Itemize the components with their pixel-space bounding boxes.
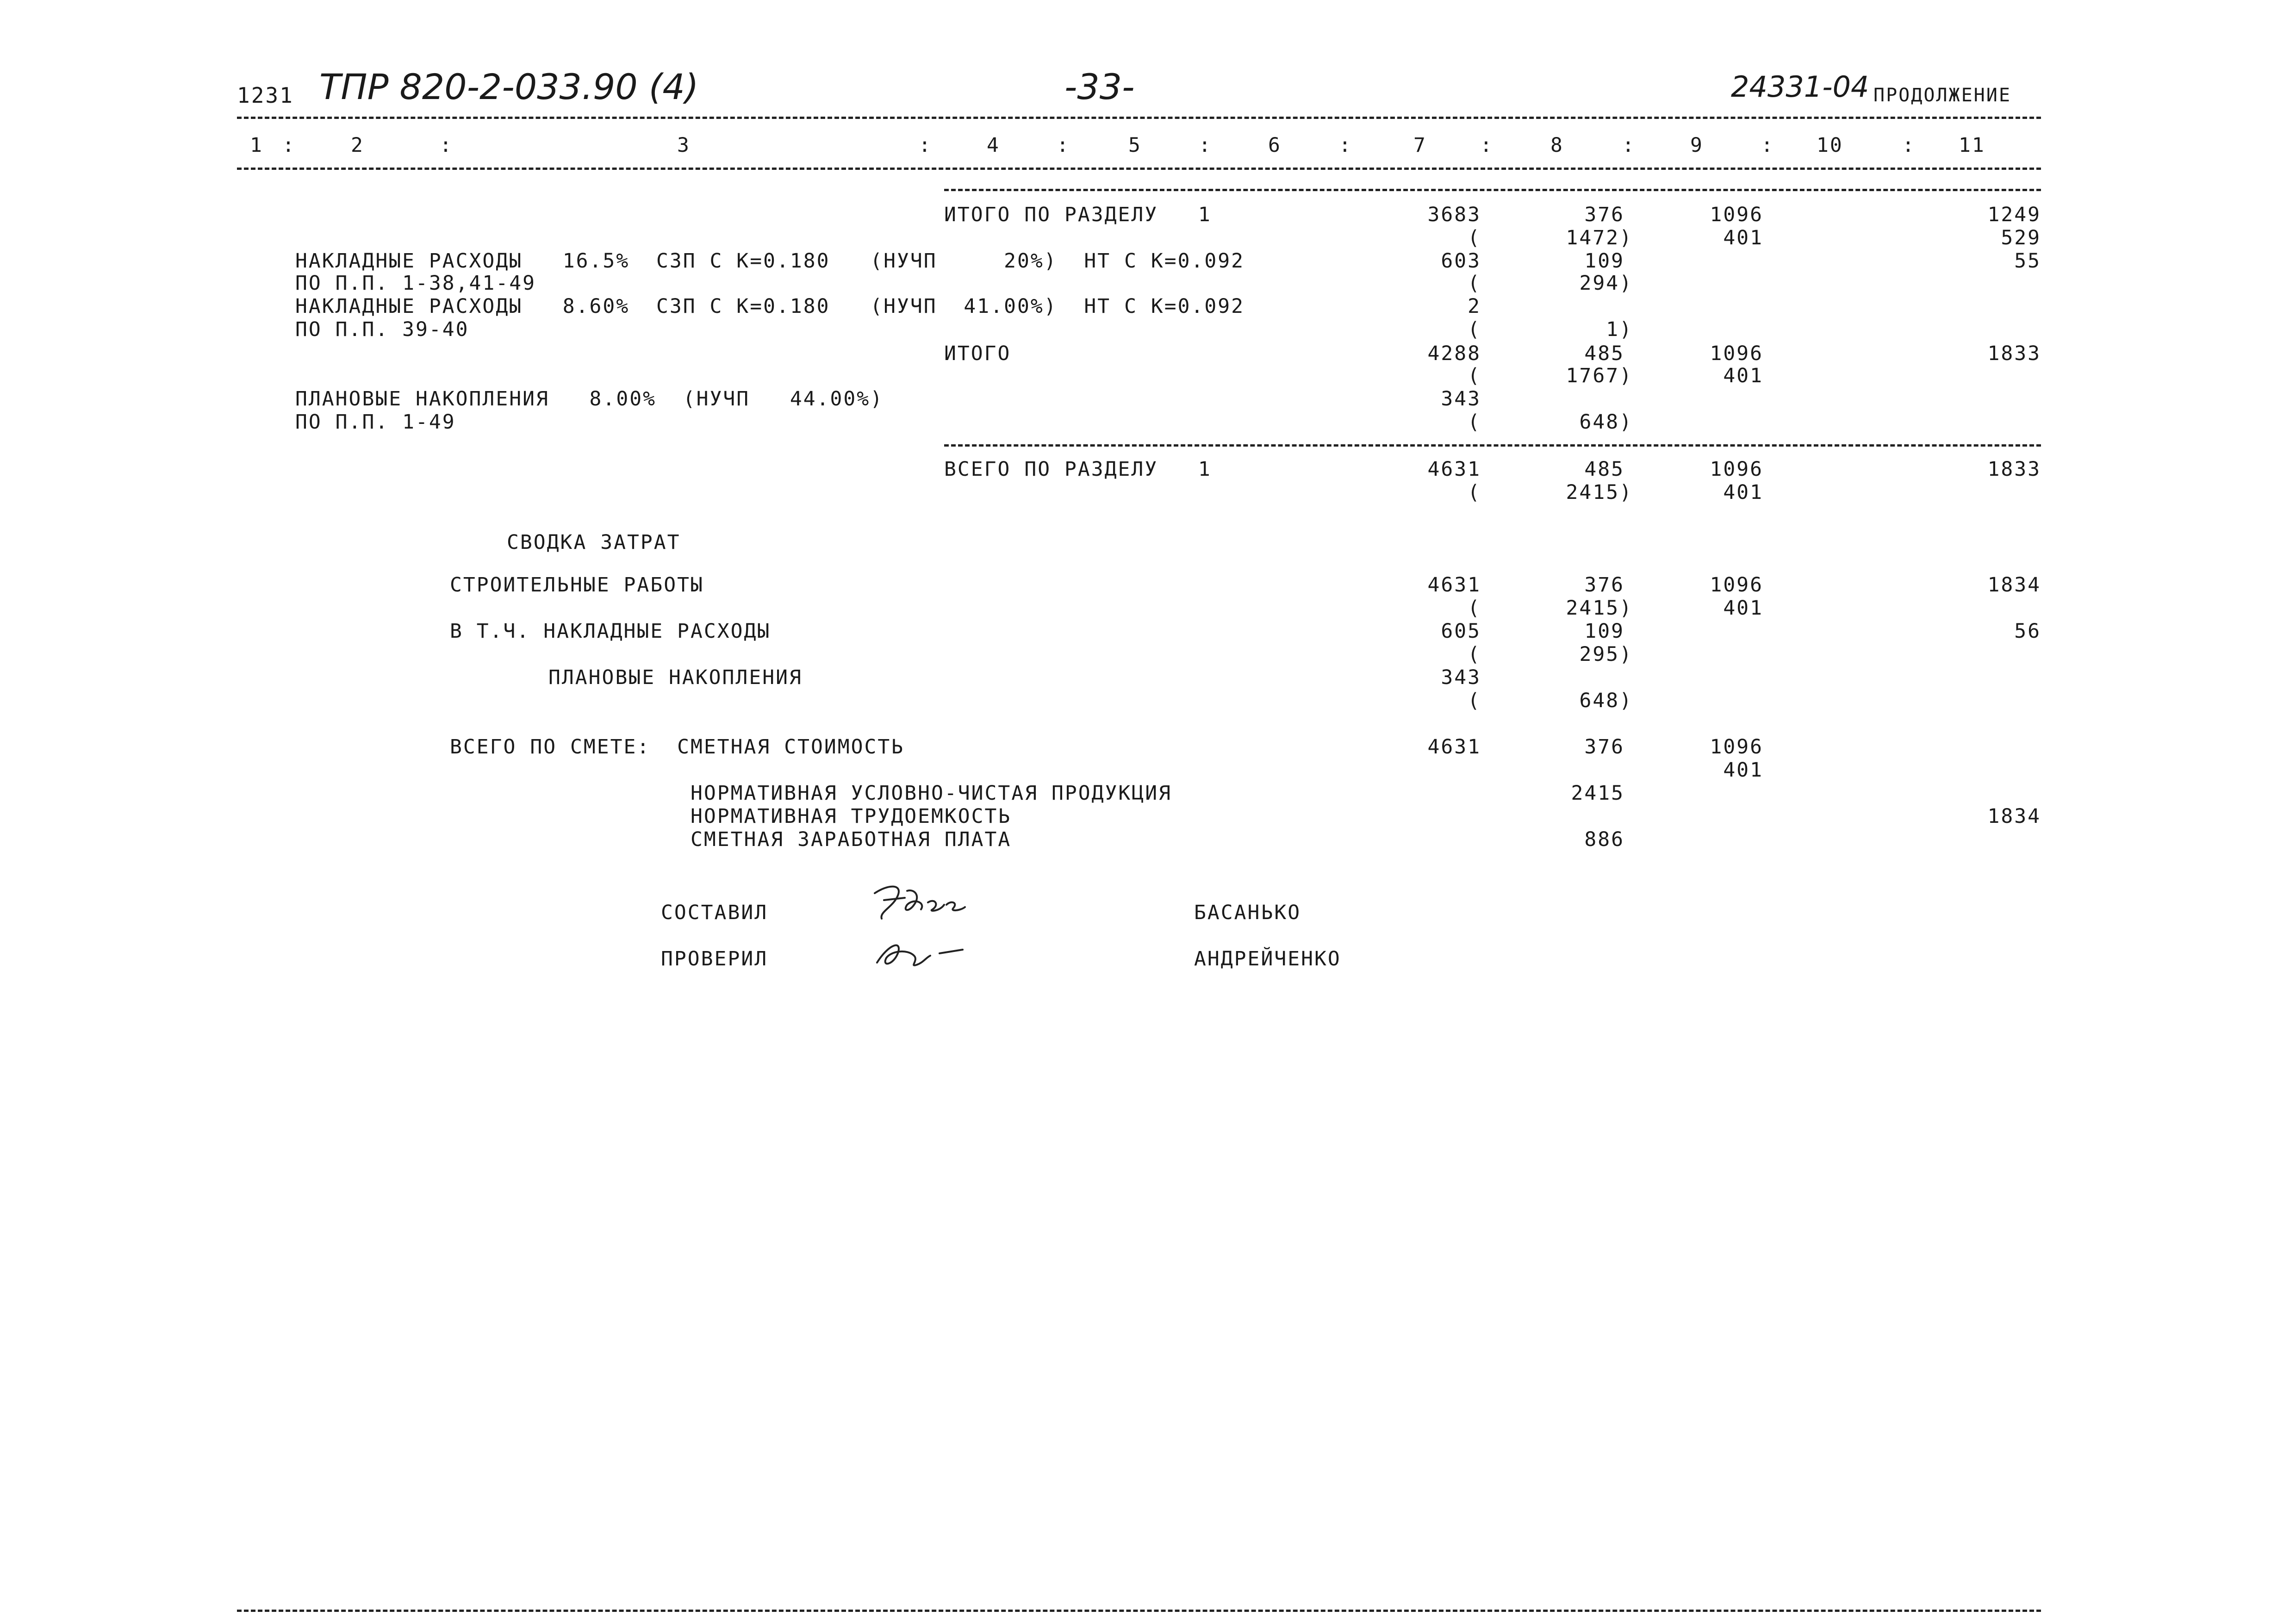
col7-value: 343	[1441, 387, 1481, 410]
section-rule	[944, 189, 2041, 191]
col7-value: 605	[1441, 620, 1481, 643]
column-number: 10	[1817, 134, 1843, 157]
col7-value: (	[1468, 689, 1481, 712]
col11-value: 1834	[1987, 573, 2041, 597]
row-label: ПЛАНОВЫЕ НАКОПЛЕНИЯ	[548, 666, 803, 689]
row-label: ВСЕГО ПО СМЕТЕ: СМЕТНАЯ СТОИМОСТЬ	[450, 735, 905, 759]
column-number: 5	[1128, 134, 1142, 157]
project-number: 24331-04	[1731, 70, 1869, 104]
section-rule	[944, 444, 2041, 447]
header-rule-bottom	[237, 168, 2041, 170]
col8-value: 886	[1584, 828, 1624, 851]
col8-value: 376	[1584, 203, 1624, 226]
col7-value: 4288	[1427, 342, 1481, 365]
column-number: 1	[250, 134, 263, 157]
col7-value: 2	[1468, 295, 1481, 318]
signature-icon	[870, 879, 990, 930]
col8-value: 2415)	[1566, 597, 1633, 620]
row-label: ИТОГО ПО РАЗДЕЛУ 1	[944, 203, 1212, 226]
col9-value: 401	[1723, 481, 1763, 504]
col8-value: 2415	[1571, 782, 1624, 805]
col7-value: (	[1468, 318, 1481, 341]
col7-value: (	[1468, 272, 1481, 295]
row-label: НОРМАТИВНАЯ УСЛОВНО-ЧИСТАЯ ПРОДУКЦИЯ	[691, 782, 1172, 805]
col8-value: 376	[1584, 735, 1624, 759]
col8-value: 109	[1584, 620, 1624, 643]
header-rule-top	[237, 117, 2041, 119]
col9-value: 401	[1723, 759, 1763, 782]
col7-value: (	[1468, 481, 1481, 504]
sheet-number: 1231	[237, 83, 294, 108]
col9-value: 1096	[1710, 203, 1763, 226]
checked-label: ПРОВЕРИЛ	[661, 947, 768, 970]
footer-rule	[237, 1610, 2041, 1612]
compiled-label: СОСТАВИЛ	[661, 901, 768, 924]
col8-value: 294)	[1579, 272, 1633, 295]
document-code: ТПР 820-2-033.90 (4)	[319, 66, 699, 107]
col9-value: 1096	[1710, 458, 1763, 481]
col8-value: 1)	[1606, 318, 1633, 341]
signature-icon	[870, 930, 990, 976]
col9-value: 1096	[1710, 573, 1763, 597]
column-number: 8	[1550, 134, 1564, 157]
col9-value: 401	[1723, 364, 1763, 387]
col7-value: 4631	[1427, 735, 1481, 759]
row-label: ПЛАНОВЫЕ НАКОПЛЕНИЯ 8.00% (НУЧП 44.00%)	[295, 387, 884, 410]
page-number: -33-	[1064, 66, 1135, 107]
col11-value: 1833	[1987, 342, 2041, 365]
summary-title: СВОДКА ЗАТРАТ	[507, 531, 681, 554]
col9-value: 401	[1723, 597, 1763, 620]
col8-value: 376	[1584, 573, 1624, 597]
col9-value: 401	[1723, 226, 1763, 249]
col8-value: 295)	[1579, 643, 1633, 666]
checked-name: АНДРЕЙЧЕНКО	[1194, 947, 1341, 970]
col8-value: 648)	[1579, 689, 1633, 712]
col7-value: 343	[1441, 666, 1481, 689]
col7-value: (	[1468, 226, 1481, 249]
column-number: 9	[1690, 134, 1704, 157]
col8-value: 485	[1584, 458, 1624, 481]
row-label: НАКЛАДНЫЕ РАСХОДЫ 8.60% СЗП С К=0.180 (НУЧП 41.00%) НТ С К=0.092	[295, 295, 1245, 318]
column-number: 3	[677, 134, 691, 157]
col11-value: 1834	[1987, 805, 2041, 828]
col11-value: 529	[2001, 226, 2041, 249]
col7-value: 3683	[1427, 203, 1481, 226]
column-number: 6	[1268, 134, 1282, 157]
col11-value: 1249	[1987, 203, 2041, 226]
continuation-label: ПРОДОЛЖЕНИЕ	[1873, 85, 2011, 106]
row-label: В Т.Ч. НАКЛАДНЫЕ РАСХОДЫ	[450, 620, 771, 643]
row-label: СМЕТНАЯ ЗАРАБОТНАЯ ПЛАТА	[691, 828, 1012, 851]
col7-value: (	[1468, 364, 1481, 387]
row-sublabel: ПО П.П. 1-49	[295, 410, 456, 434]
col9-value: 1096	[1710, 342, 1763, 365]
col8-value: 1472)	[1566, 226, 1633, 249]
col7-value: (	[1468, 597, 1481, 620]
col8-value: 109	[1584, 249, 1624, 273]
col7-value: (	[1468, 643, 1481, 666]
column-number: 2	[351, 134, 364, 157]
row-sublabel: ПО П.П. 1-38,41-49	[295, 272, 536, 295]
column-number: 4	[987, 134, 1000, 157]
column-number: 11	[1959, 134, 1985, 157]
col11-value: 55	[2014, 249, 2041, 273]
col7-value: 603	[1441, 249, 1481, 273]
col11-value: 1833	[1987, 458, 2041, 481]
row-label: НАКЛАДНЫЕ РАСХОДЫ 16.5% СЗП С К=0.180 (НУЧП 20%) НТ С К=0.092	[295, 249, 1245, 273]
compiled-name: БАСАНЬКО	[1194, 901, 1301, 924]
row-label: ВСЕГО ПО РАЗДЕЛУ 1	[944, 458, 1212, 481]
col7-value: (	[1468, 410, 1481, 434]
col8-value: 648)	[1579, 410, 1633, 434]
column-number: 7	[1413, 134, 1427, 157]
row-label: ИТОГО	[944, 342, 1011, 365]
col8-value: 2415)	[1566, 481, 1633, 504]
col9-value: 1096	[1710, 735, 1763, 759]
row-sublabel: ПО П.П. 39-40	[295, 318, 469, 341]
row-label: СТРОИТЕЛЬНЫЕ РАБОТЫ	[450, 573, 704, 597]
row-label: НОРМАТИВНАЯ ТРУДОЕМКОСТЬ	[691, 805, 1012, 828]
col7-value: 4631	[1427, 458, 1481, 481]
col8-value: 485	[1584, 342, 1624, 365]
col7-value: 4631	[1427, 573, 1481, 597]
col8-value: 1767)	[1566, 364, 1633, 387]
col11-value: 56	[2014, 620, 2041, 643]
